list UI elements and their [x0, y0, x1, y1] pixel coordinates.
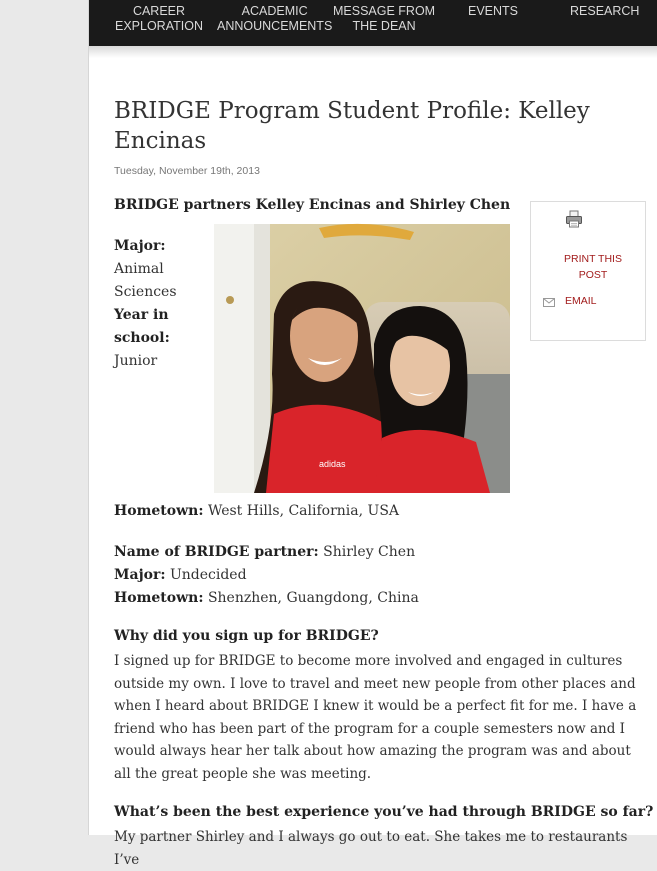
- printer-icon[interactable]: [565, 210, 583, 228]
- partner-major-value: Undecided: [169, 567, 247, 583]
- partner-hometown-value: Shenzhen, Guangdong, China: [207, 590, 419, 606]
- partner-major-row: [114, 564, 247, 587]
- question-1: Why did you sign up for BRIDGE?: [114, 628, 379, 644]
- email-link[interactable]: EMAIL: [565, 295, 597, 307]
- partner-name-label: Name of BRIDGE partner:: [114, 544, 319, 560]
- share-box: [530, 201, 646, 341]
- nav-academic-announcements[interactable]: ACADEMIC ANNOUNCEMENTS: [217, 4, 333, 33]
- partner-major-label: Major:: [114, 567, 166, 583]
- partner-name-row: [114, 541, 415, 564]
- profile-info: [114, 235, 194, 373]
- nav-career-exploration[interactable]: CAREER EXPLORATION: [115, 4, 203, 33]
- partner-hometown-label: Hometown:: [114, 590, 204, 606]
- envelope-icon[interactable]: [543, 298, 555, 307]
- post-date: Tuesday, November 19th, 2013: [114, 165, 260, 177]
- nav-message-from-dean[interactable]: MESSAGE FROM THE DEAN: [333, 4, 436, 33]
- major-label: Major:: [114, 238, 166, 254]
- partner-name-value: Shirley Chen: [323, 544, 416, 560]
- profile-photo: [214, 224, 510, 493]
- top-nav: [89, 0, 657, 46]
- post-title: BRIDGE Program Student Profile: Kelley Encinas: [114, 98, 590, 154]
- partner-hometown-row: [114, 587, 419, 610]
- hometown-value: West Hills, California, USA: [207, 503, 400, 519]
- photo-caption: BRIDGE partners Kelley Encinas and Shirley Chen: [114, 197, 511, 213]
- hometown-label: Hometown:: [114, 503, 204, 519]
- answer-2: My partner Shirley and I always go out to eat. She takes me to restaurants I’ve: [114, 829, 628, 868]
- year-label: Year in school:: [114, 307, 170, 346]
- nav-shadow: [89, 46, 657, 58]
- print-post-link[interactable]: PRINT THIS POST: [564, 253, 622, 281]
- nav-events[interactable]: EVENTS: [468, 4, 519, 18]
- shirt-logo: adidas: [319, 459, 346, 469]
- answer-1: I signed up for BRIDGE to become more involved and engaged in cultures outside my own. I love to travel and meet new people from other places and when I heard about BRIDGE I knew it would be a perfect fit for me. I have a friend who has been part of the program for a couple semesters now and I would always hear her talk about how amazing the program was and about all the great people she was meeting.: [114, 653, 637, 782]
- year-value: Junior: [114, 353, 158, 369]
- nav-research[interactable]: RESEARCH: [570, 4, 640, 18]
- question-2: What’s been the best experience you’ve had through BRIDGE so far?: [114, 804, 654, 820]
- hometown-row: [114, 500, 399, 523]
- photo-illustration: [214, 224, 510, 493]
- content-page: [88, 0, 657, 868]
- major-value: Animal Sciences: [114, 261, 177, 300]
